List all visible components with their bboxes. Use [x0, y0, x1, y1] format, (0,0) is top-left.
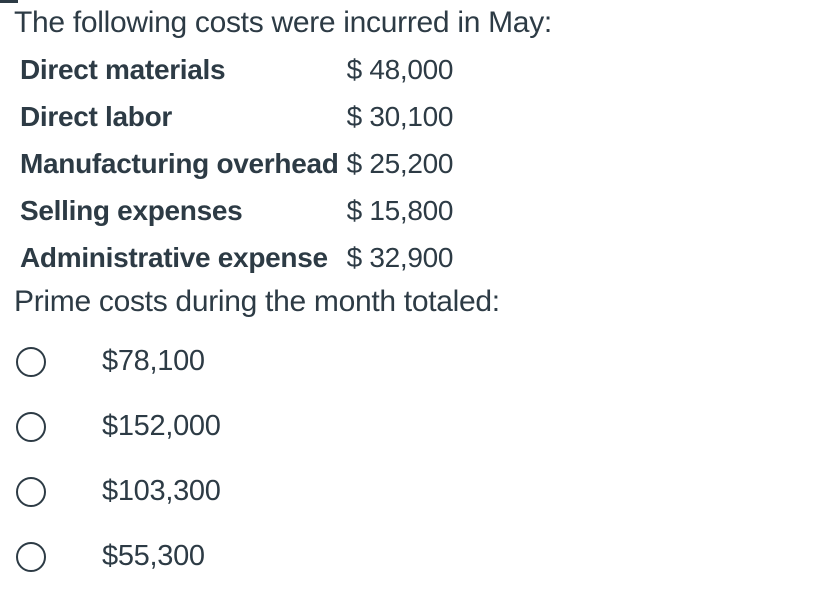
cost-label: Selling expenses — [20, 194, 243, 226]
cost-amount: $ 25,200 — [346, 147, 454, 179]
answer-label[interactable]: $55,300 — [102, 540, 205, 572]
cost-amount: $ 32,900 — [346, 241, 454, 273]
table-row — [20, 46, 453, 93]
radio-button-icon[interactable] — [16, 477, 46, 507]
cost-amount: $ 48,000 — [346, 53, 454, 85]
radio-button-icon[interactable] — [16, 412, 46, 442]
cost-label: Direct labor — [20, 100, 172, 132]
cost-amount: $ 30,100 — [346, 100, 454, 132]
answer-label[interactable]: $152,000 — [102, 410, 221, 442]
cost-amount: $ 15,800 — [346, 194, 454, 226]
table-row — [20, 140, 453, 187]
question-prompt: Prime costs during the month totaled: — [14, 285, 500, 318]
radio-button-icon[interactable] — [16, 347, 46, 377]
answer-label[interactable]: $78,100 — [102, 345, 205, 377]
answer-option-4[interactable] — [16, 524, 804, 589]
cost-label: Direct materials — [20, 53, 226, 85]
corner-mark — [0, 0, 18, 3]
radio-button-icon[interactable] — [16, 542, 46, 572]
answer-label[interactable]: $103,300 — [102, 475, 221, 507]
question-block — [14, 6, 804, 589]
cost-label: Administrative expense — [20, 241, 328, 273]
cost-label: Manufacturing overhead — [20, 147, 339, 179]
answer-option-3[interactable] — [16, 459, 804, 524]
cost-table — [20, 46, 453, 281]
question-intro: The following costs were incurred in May: — [14, 6, 552, 39]
table-row — [20, 187, 453, 234]
answer-option-1[interactable] — [16, 329, 804, 394]
answer-list — [16, 329, 804, 589]
table-row — [20, 93, 453, 140]
table-row — [20, 234, 453, 281]
answer-option-2[interactable] — [16, 394, 804, 459]
